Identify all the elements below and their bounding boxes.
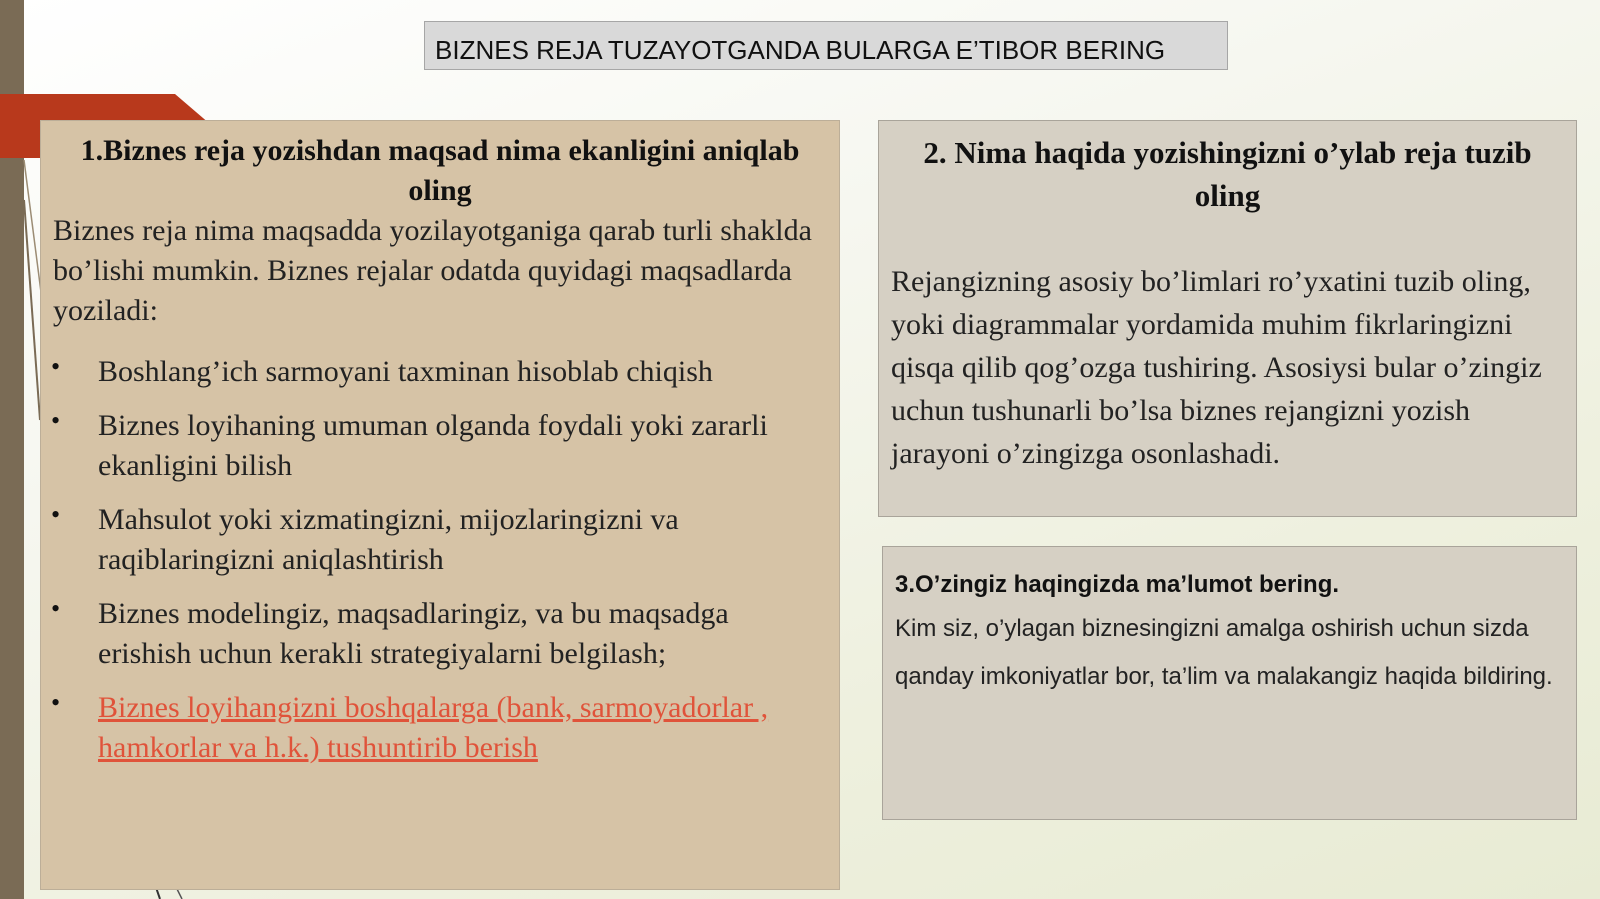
- list-item: [41, 406, 839, 486]
- plan-outline-body: Rejangizning asosiy bo’limlari ro’yxatini tuzib oling, yoki diagrammalar yordamida muhim fikrlaringizni qisqa qilib qog’ozga tushiring. Asosiysi bular o’zingiz uchun tushunarli bo’lsa biznes rejangizni yozish jarayoni o’zingizga osonlashadi.: [891, 265, 1542, 470]
- bullet-icon: •: [51, 688, 61, 717]
- list-item-text: Mahsulot yoki xizmatingizni, mijozlaringizni va raqiblaringizni aniqlashtirish: [98, 503, 679, 576]
- explain-to-others-link[interactable]: Biznes loyihangizni boshqalarga (bank, sarmoyadorlar , hamkorlar va h.k.) tushuntirib berish: [98, 691, 769, 764]
- bullet-icon: •: [51, 352, 61, 381]
- list-item: [41, 352, 839, 392]
- plan-outline-heading: 2. Nima haqida yozishingizni o’ylab reja tuzib oling: [923, 135, 1532, 213]
- list-item-text: Boshlang’ich sarmoyani taxminan hisoblab chiqish: [98, 355, 713, 388]
- purpose-card: [40, 120, 840, 890]
- about-yourself-body: Kim siz, o’ylagan biznesingizni amalga oshirish uchun sizda qanday imkoniyatlar bor, ta’lim va malakangiz haqida bildiring.: [895, 615, 1553, 690]
- slide-title: BIZNES REJA TUZAYOTGANDA BULARGA E’TIBOR BERING: [435, 35, 1166, 65]
- bullet-icon: •: [51, 594, 61, 623]
- plan-outline-card: [878, 120, 1577, 517]
- purpose-list: [41, 352, 839, 768]
- about-yourself-card: [882, 546, 1577, 820]
- list-item: [41, 688, 839, 768]
- about-yourself-heading: 3.O’zingiz haqingizda ma’lumot bering.: [895, 571, 1340, 598]
- list-item: [41, 500, 839, 580]
- purpose-card-heading: 1.Biznes reja yozishdan maqsad nima ekanligini aniqlab oling: [80, 134, 800, 207]
- list-item-text: Biznes modelingiz, maqsadlaringiz, va bu maqsadga erishish uchun kerakli strategiyalarni belgilash;: [98, 597, 729, 670]
- bullet-icon: •: [51, 406, 61, 435]
- list-item-text: Biznes loyihaning umuman olganda foydali yoki zararli ekanligini bilish: [98, 409, 768, 482]
- purpose-card-intro: Biznes reja nima maqsadda yozilayotganiga qarab turli shaklda bo’lishi mumkin. Biznes rejalar odatda quyidagi maqsadlarda yoziladi:: [53, 214, 812, 327]
- bullet-icon: •: [51, 500, 61, 529]
- list-item: [41, 594, 839, 674]
